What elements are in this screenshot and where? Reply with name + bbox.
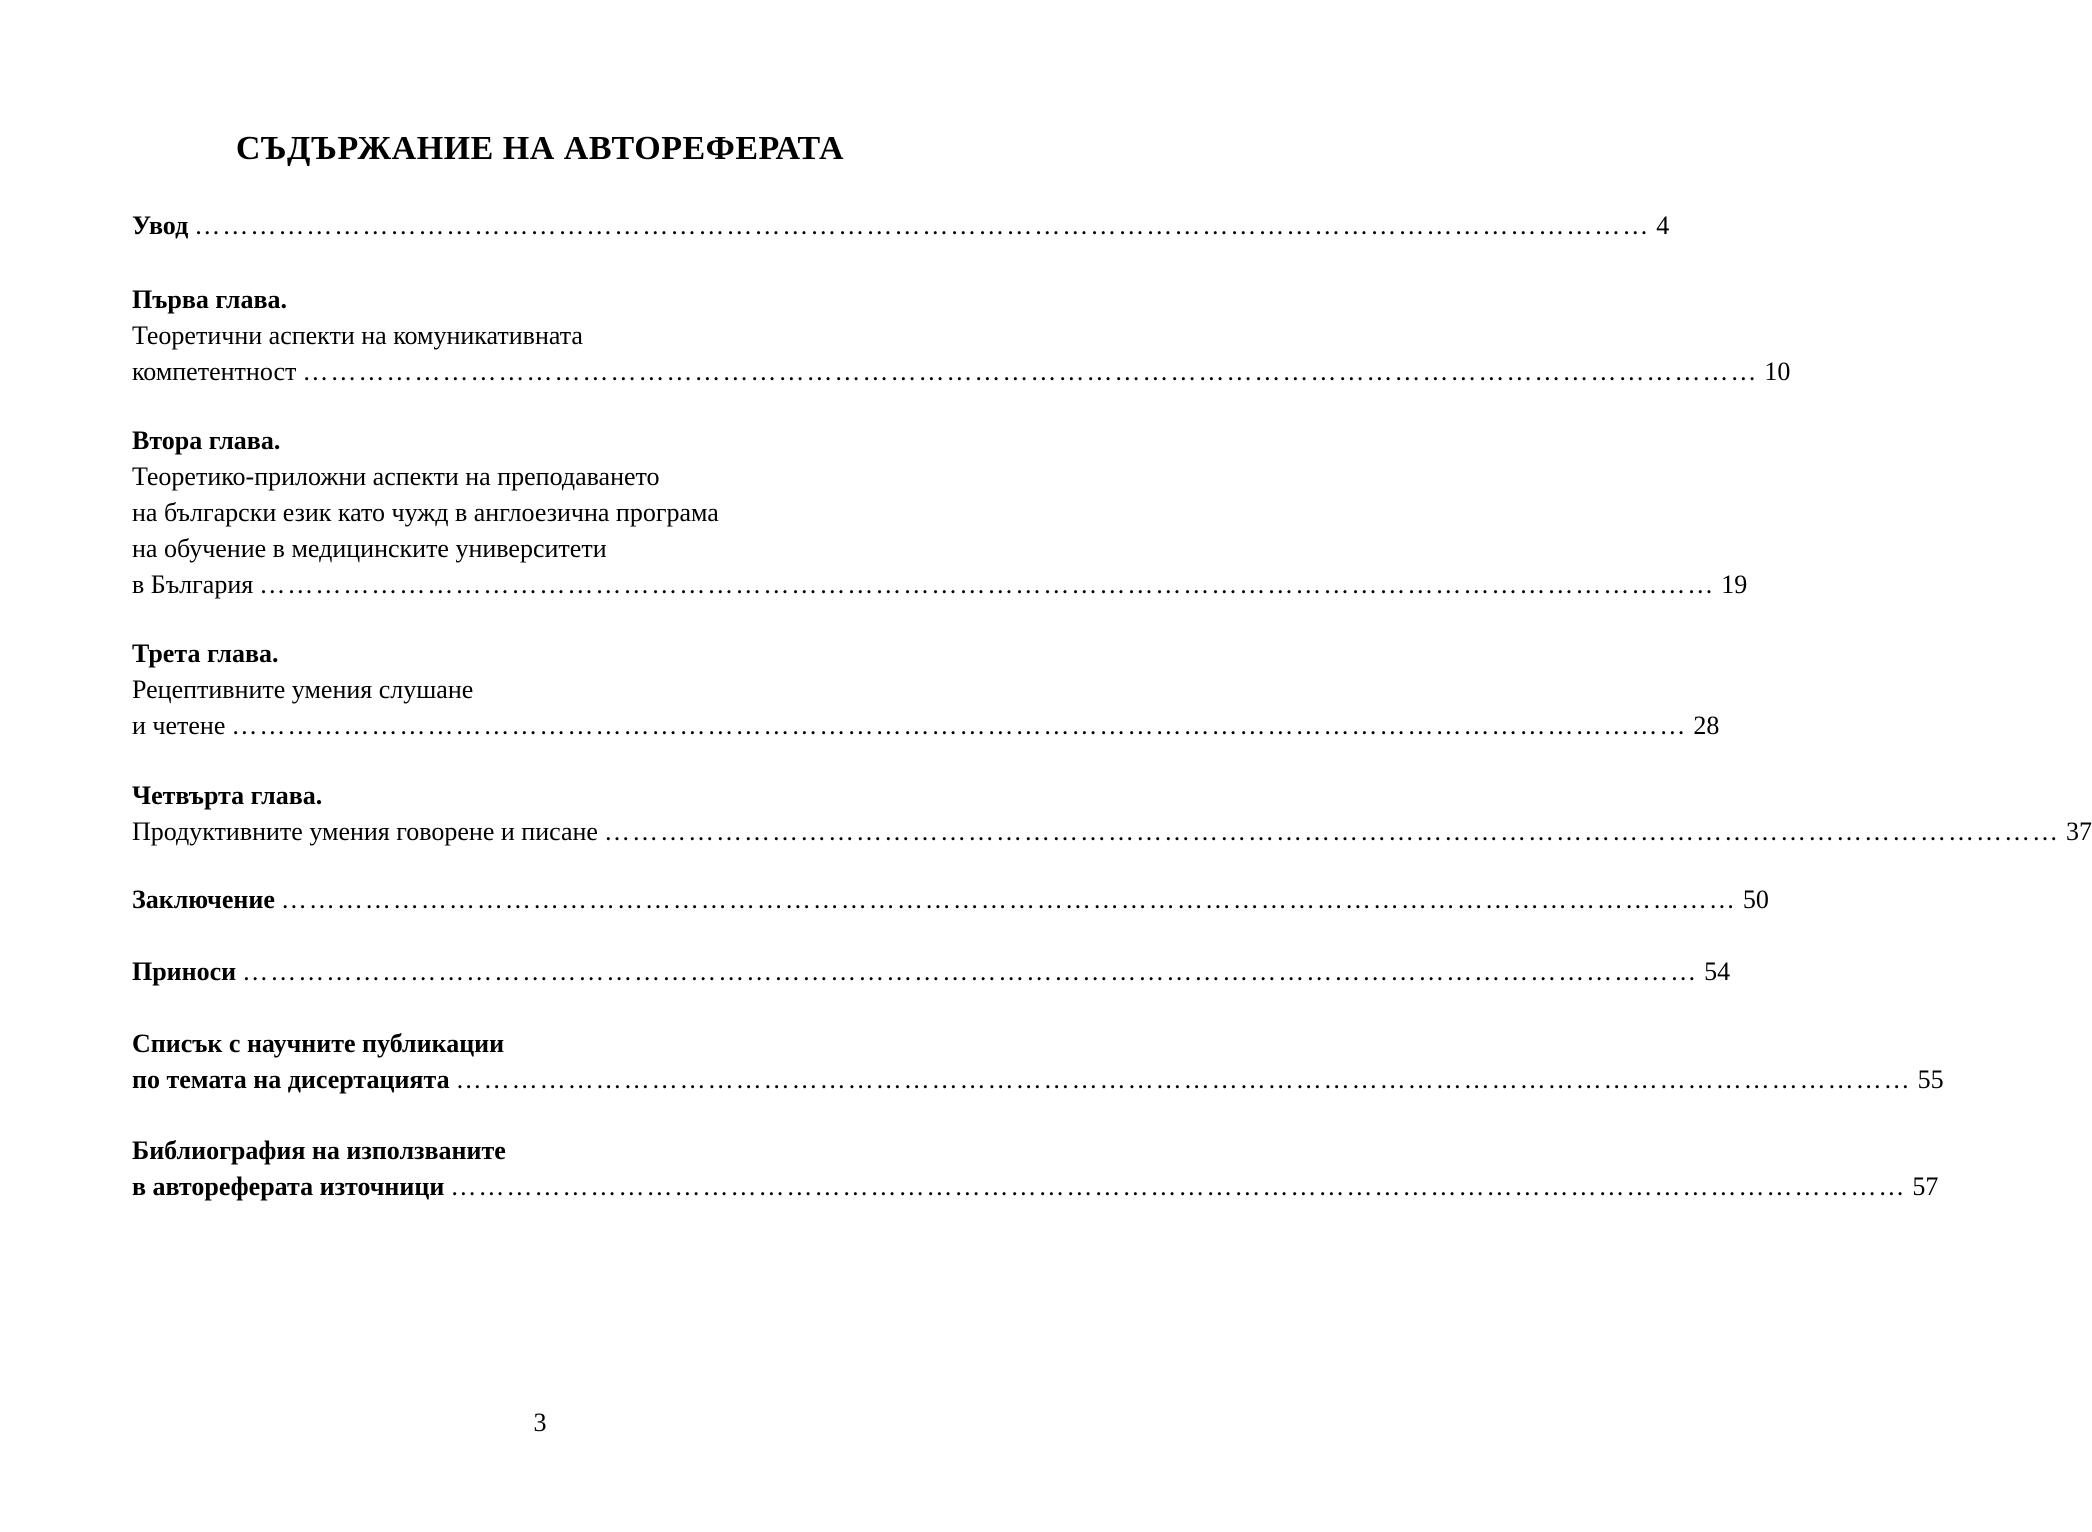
dot-leader: ………………………………………………………………………………………………………………………………………… <box>194 211 1651 240</box>
toc-entry-chapter-2[interactable] <box>132 423 1748 603</box>
chapter-heading: Трета глава. <box>132 639 279 668</box>
dot-leader: ………………………………………………………………………………………………………………………………………… <box>603 817 2060 846</box>
chapter-title-line: в България <box>132 570 254 599</box>
chapter-title-line: на български език като чужд в англоезична програма <box>132 498 719 527</box>
chapter-title-line: Продуктивните умения говорене и писане <box>132 817 598 846</box>
page-number: 3 <box>533 1408 547 1437</box>
toc-page-number: 57 <box>1912 1172 1939 1201</box>
toc-entry-bibliography[interactable] <box>132 1133 1939 1205</box>
toc-entry-label: Увод <box>132 211 189 240</box>
dot-leader: ………………………………………………………………………………………………………………………………………… <box>302 357 1759 386</box>
toc-entry-label: Списък с научните публикации <box>132 1029 505 1058</box>
dot-leader: ………………………………………………………………………………………………………………………………………… <box>231 711 1688 740</box>
page-title: СЪДЪРЖАНИЕ НА АВТОРЕФЕРАТА <box>235 130 845 167</box>
toc-entry-intro[interactable] <box>132 208 1670 244</box>
chapter-title-line: на обучение в медицинските университети <box>132 534 607 563</box>
chapter-title-line: Рецептивните умения слушане <box>132 675 474 704</box>
toc-page-number: 4 <box>1656 211 1670 240</box>
chapter-heading: Четвърта глава. <box>132 781 323 810</box>
chapter-title-line: и четене <box>132 711 226 740</box>
toc-page-number: 37 <box>2065 817 2092 846</box>
toc-page-number: 10 <box>1764 357 1791 386</box>
dot-leader: ………………………………………………………………………………………………………………………………………… <box>242 957 1699 986</box>
toc-entry-publications[interactable] <box>132 1026 1944 1098</box>
toc-entry-chapter-4[interactable] <box>132 778 2092 850</box>
toc-entry-contributions[interactable] <box>132 954 1731 990</box>
chapter-title-line: Теоретични аспекти на комуникативната <box>132 321 583 350</box>
dot-leader: ………………………………………………………………………………………………………………………………………… <box>450 1172 1907 1201</box>
chapter-heading: Първа глава. <box>132 285 287 314</box>
toc-entry-label: Библиография на използваните <box>132 1136 506 1165</box>
dot-leader: ………………………………………………………………………………………………………………………………………… <box>280 885 1737 914</box>
chapter-heading: Втора глава. <box>132 426 281 455</box>
toc-entry-chapter-1[interactable] <box>132 282 1791 390</box>
dot-leader: ………………………………………………………………………………………………………………………………………… <box>259 570 1716 599</box>
chapter-title-line: компетентност <box>132 357 297 386</box>
toc-page-number: 19 <box>1721 570 1748 599</box>
toc-page-number: 50 <box>1742 885 1769 914</box>
toc-entry-label: Заключение <box>132 885 275 914</box>
toc-entry-chapter-3[interactable] <box>132 636 1720 744</box>
chapter-title-line: Теоретико-приложни аспекти на преподаването <box>132 462 660 491</box>
toc-page-number: 28 <box>1693 711 1720 740</box>
toc-entry-label: Приноси <box>132 957 237 986</box>
toc-page-number: 55 <box>1917 1065 1944 1094</box>
toc-page-number: 54 <box>1704 957 1731 986</box>
toc-entry-label: в автореферата източници <box>132 1172 445 1201</box>
dot-leader: ………………………………………………………………………………………………………………………………………… <box>455 1065 1912 1094</box>
toc-entry-label: по темата на дисертацията <box>132 1065 450 1094</box>
toc-entry-conclusion[interactable] <box>132 882 1769 918</box>
